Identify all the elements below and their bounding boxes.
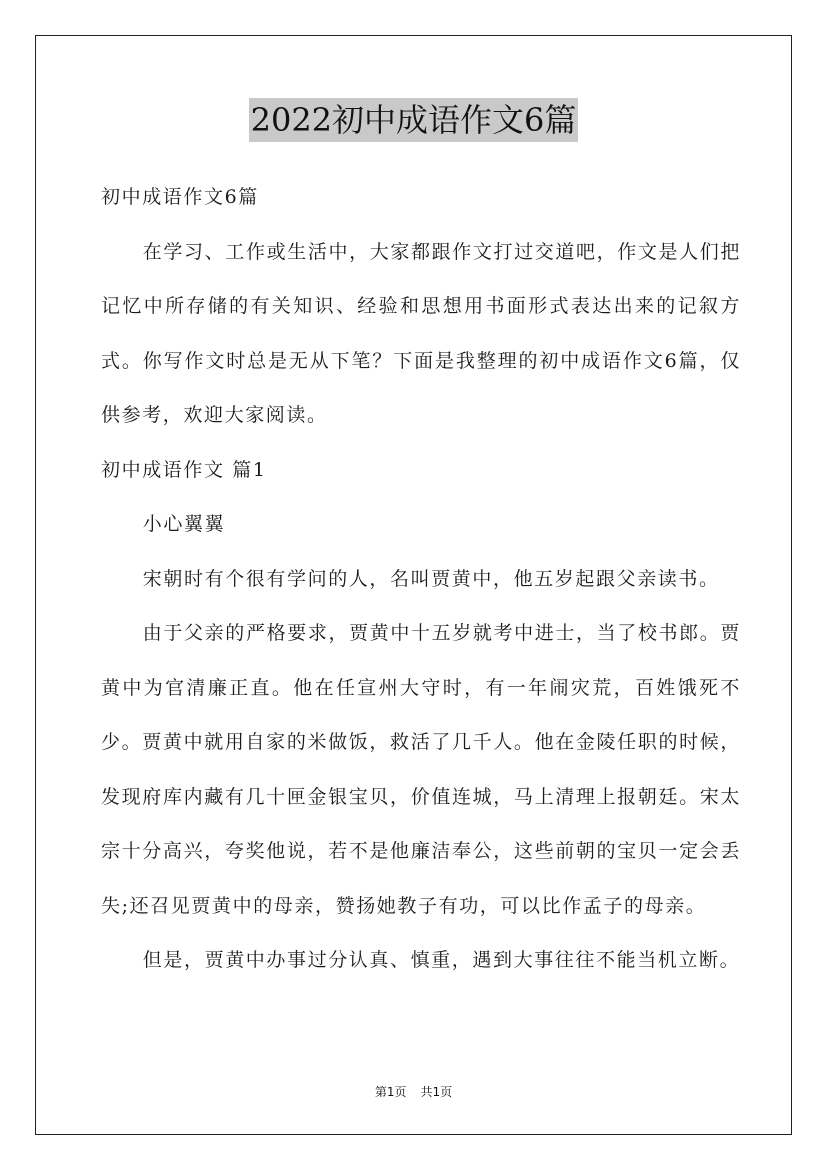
page-footer <box>0 1083 827 1100</box>
page-total: 共1页 <box>420 1085 453 1099</box>
essay-title: 小心翼翼 <box>142 513 226 535</box>
title-container <box>0 98 827 142</box>
page-number: 第1页 <box>374 1085 407 1099</box>
intro-paragraph: 在学习、工作或生活中，大家都跟作文打过交道吧，作文是人们把记忆中所存储的有关知识、经验和思想用书面形式表达出来的记叙方式。你写作文时总是无从下笔？下面是我整理的初中成语作文6篇，仅供参考，欢迎大家阅读。 <box>101 240 741 426</box>
body-paragraph: 宋朝时有个很有学问的人，名叫贾黄中，他五岁起跟父亲读书。 <box>142 567 720 590</box>
body-paragraph: 由于父亲的严格要求，贾黄中十五岁就考中进士，当了校书郎。贾黄中为官清廉正直。他在任宣州大守时，有一年闹灾荒，百姓饿死不少。贾黄中就用自家的米做饭，救活了几千人。他在金陵任职的时候，发现府库内藏有几十匣金银宝贝，价值连城，马上清理上报朝廷。宋太宗十分高兴，夸奖他说，若不是他廉洁奉公，这些前朝的宝贝一定会丢失;还召见贾黄中的母亲，赞扬她教子有功，可以比作孟子的母亲。 <box>101 622 741 917</box>
document-title: 2022初中成语作文6篇 <box>249 98 579 142</box>
section-heading: 初中成语作文 篇1 <box>101 458 267 481</box>
document-body <box>101 170 741 988</box>
body-paragraph: 但是，贾黄中办事过分认真、慎重，遇到大事往往不能当机立断。 <box>142 949 741 971</box>
subtitle-paragraph: 初中成语作文6篇 <box>101 186 259 208</box>
